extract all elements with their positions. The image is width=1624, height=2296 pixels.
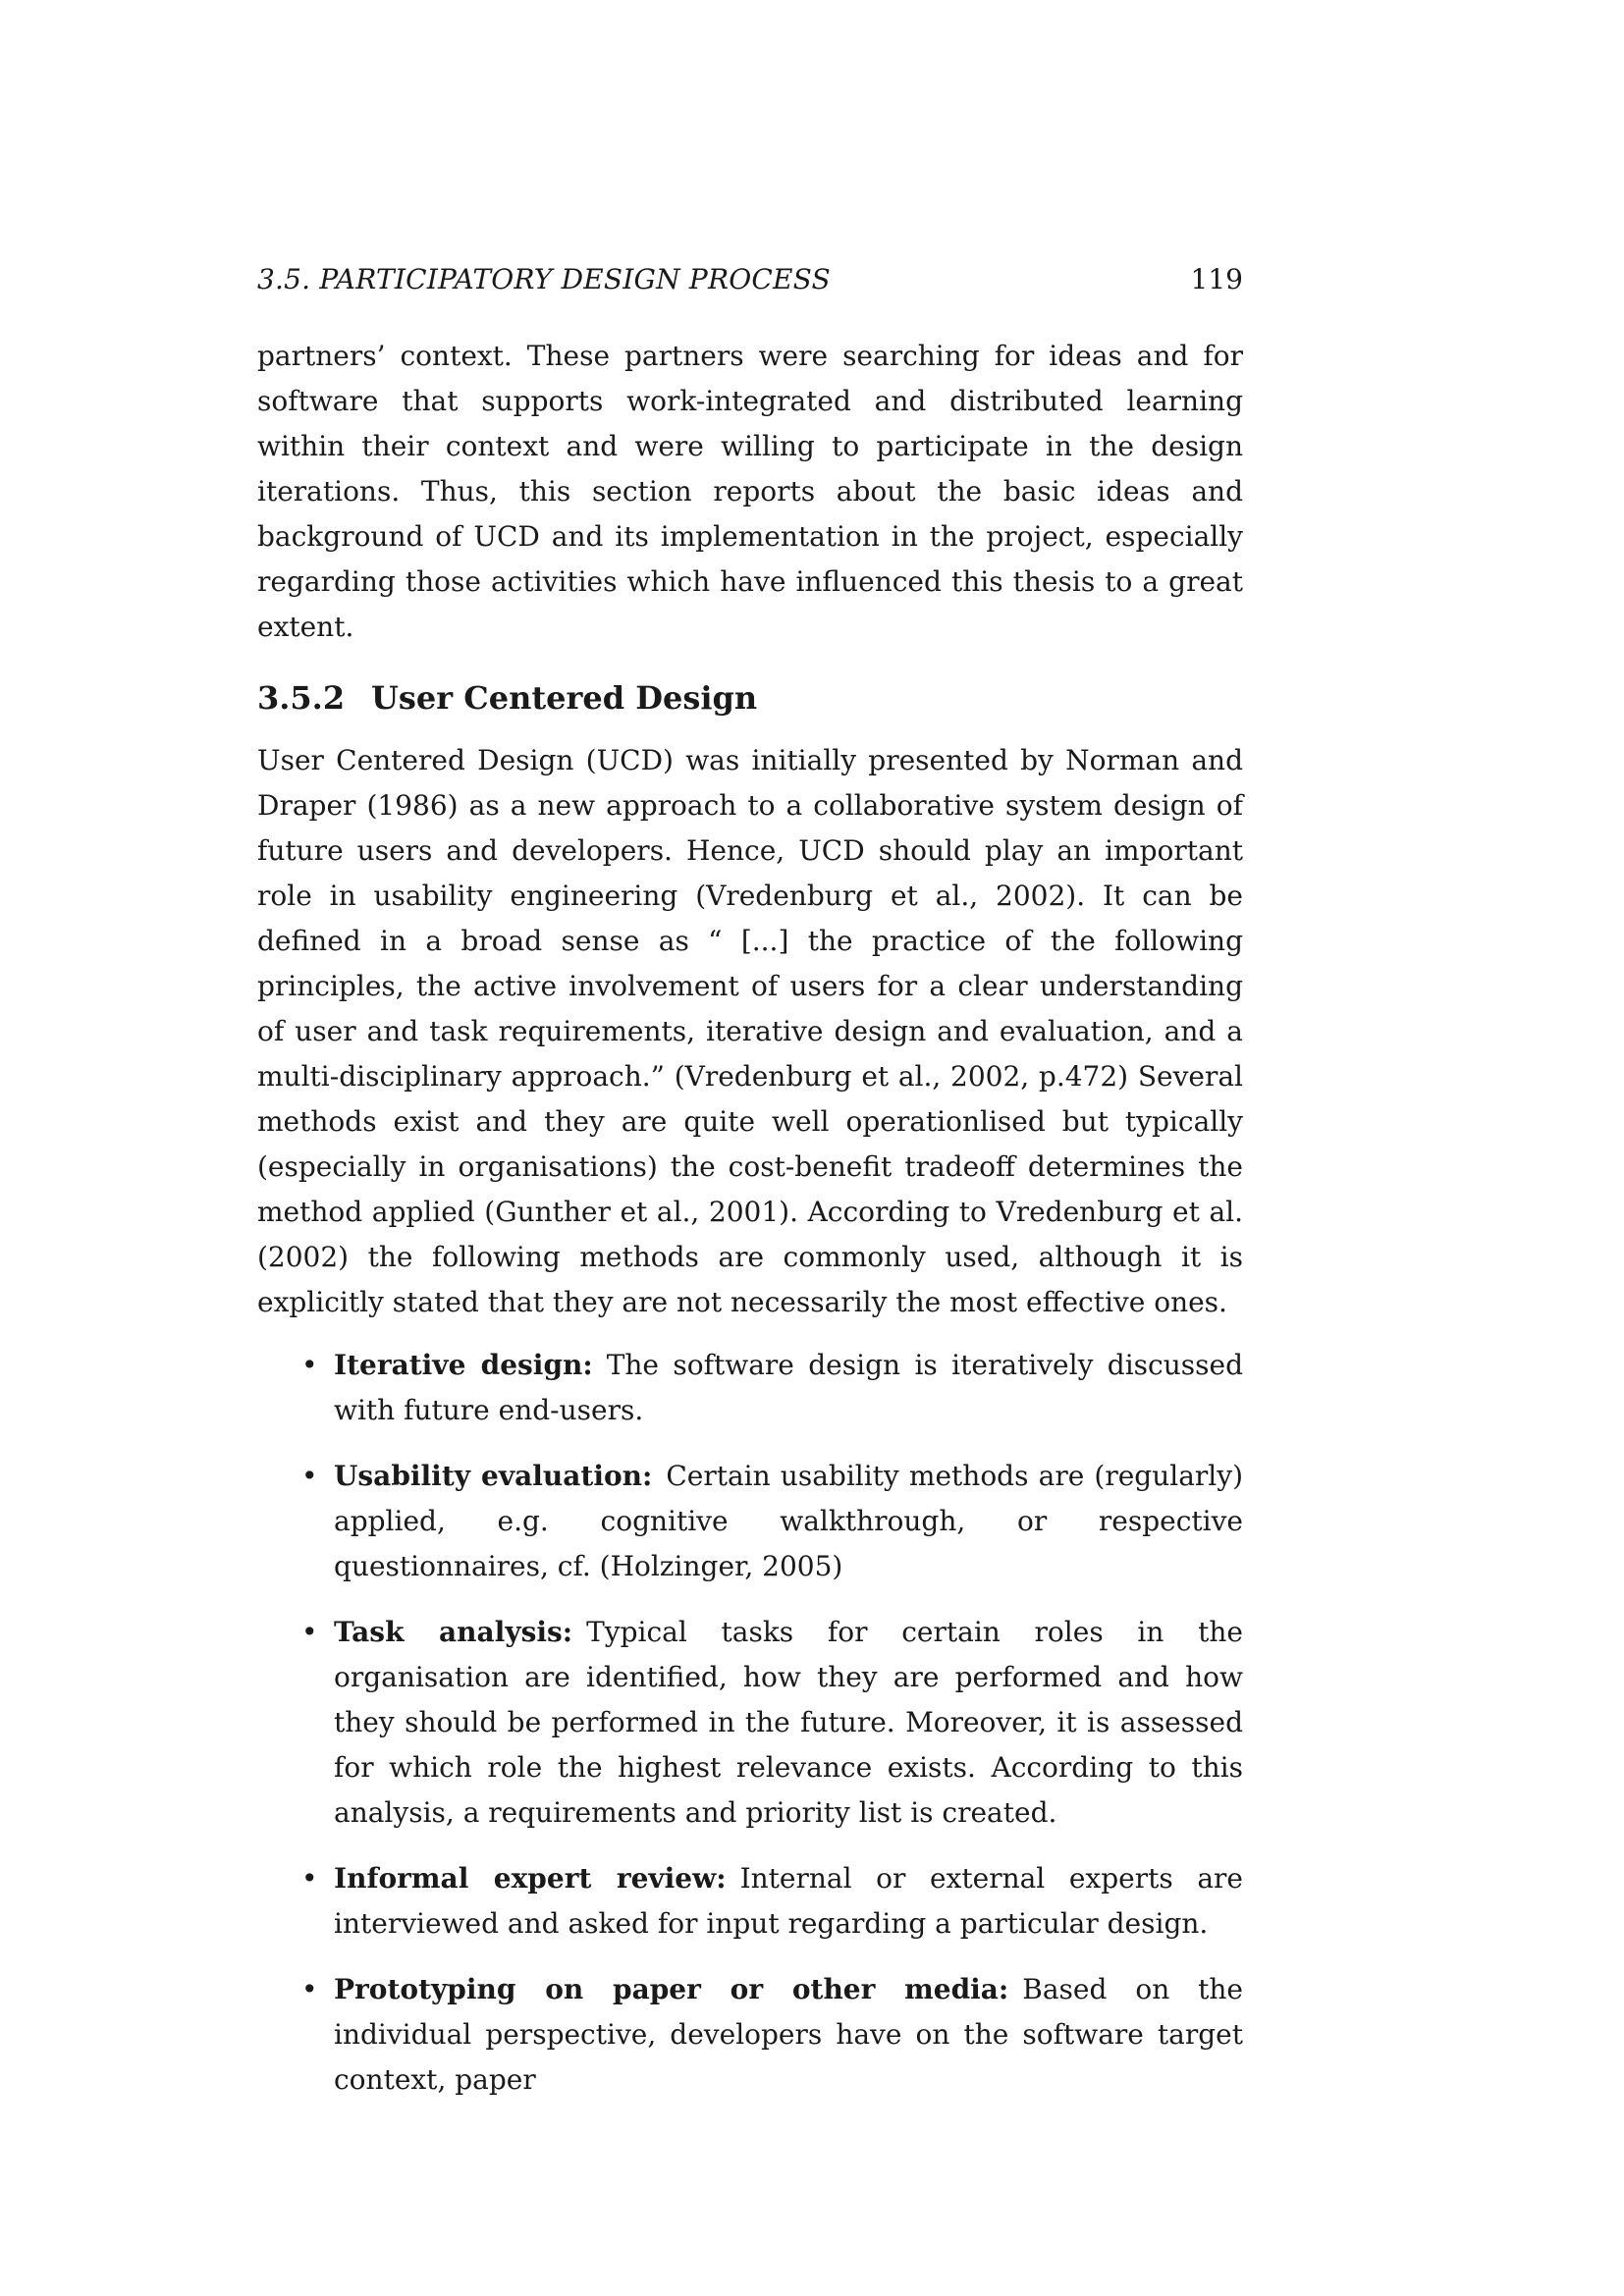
methods-list	[257, 1343, 1243, 2103]
list-item	[257, 1610, 1243, 1836]
list-item	[257, 1856, 1243, 1947]
bullet-icon: •	[301, 1460, 318, 1492]
list-item-term: Iterative design:	[334, 1349, 593, 1381]
bullet-icon: •	[301, 1973, 318, 2005]
page-content	[257, 257, 1243, 2123]
list-item-term: Task analysis:	[334, 1616, 573, 1648]
bullet-icon: •	[301, 1616, 318, 1648]
list-item-text: The software design is iteratively discussed with future end-users.	[334, 1349, 1243, 1426]
list-item	[257, 1343, 1243, 1433]
bullet-icon: •	[301, 1862, 318, 1895]
list-item	[257, 1967, 1243, 2103]
list-item-term: Informal expert review:	[334, 1862, 727, 1895]
bullet-icon: •	[301, 1349, 318, 1381]
main-paragraph: User Centered Design (UCD) was initially presented by Norman and Draper (1986) as a new approach to a collaborative system design of future users and developers. Hence, UCD should play an important role in usability engineering (Vredenburg et al., 2002). It can be defined in a broad sense as “ [...] the practice of the following principles, the active involvement of users for a clear understanding of user and task requirements, iterative design and evaluation, and a multi-disciplinary approach.” (Vredenburg et al., 2002, p.472) Several methods exist and they are quite well operationlised but typically (especially in organisations) the cost-benefit tradeoff determines the method applied (Gunther et al., 2001). According to Vredenburg et al. (2002) the following methods are commonly used, although it is explicitly stated that they are not necessarily the most effective ones.	[257, 744, 1243, 1318]
subsection-title: User Centered Design	[371, 679, 758, 717]
running-header-section-title: 3.5. PARTICIPATORY DESIGN PROCESS	[257, 263, 831, 295]
list-item-text: Typical tasks for certain roles in the organisation are identified, how they are performed and how they should be performed in the future. Moreover, it is assessed for which role the highest relevance exists. According to this analysis, a requirements and priority list is created.	[334, 1616, 1243, 1829]
list-item	[257, 1454, 1243, 1589]
list-item-text: Based on the individual perspective, developers have on the software target context, paper	[334, 1973, 1243, 2096]
subsection-heading	[257, 675, 1243, 721]
running-header	[257, 257, 1243, 302]
list-item-text: Internal or external experts are interviewed and asked for input regarding a particular design.	[334, 1862, 1243, 1940]
list-item-text: Certain usability methods are (regularly) applied, e.g. cognitive walkthrough, or respective questionnaires, cf. (Holzinger, 2005)	[334, 1460, 1243, 1582]
subsection-number: 3.5.2	[257, 679, 346, 717]
list-item-term: Usability evaluation:	[334, 1460, 653, 1492]
list-item-term: Prototyping on paper or other media:	[334, 1973, 1009, 2005]
intro-paragraph: partners’ context. These partners were searching for ideas and for software that supports work-integrated and distributed learning within their context and were willing to participate in the design iterations. Thus, this section reports about the basic ideas and background of UCD and its implementation in the project, especially regarding those activities which have influenced this thesis to a great extent.	[257, 340, 1243, 643]
page-number: 119	[1190, 263, 1243, 295]
